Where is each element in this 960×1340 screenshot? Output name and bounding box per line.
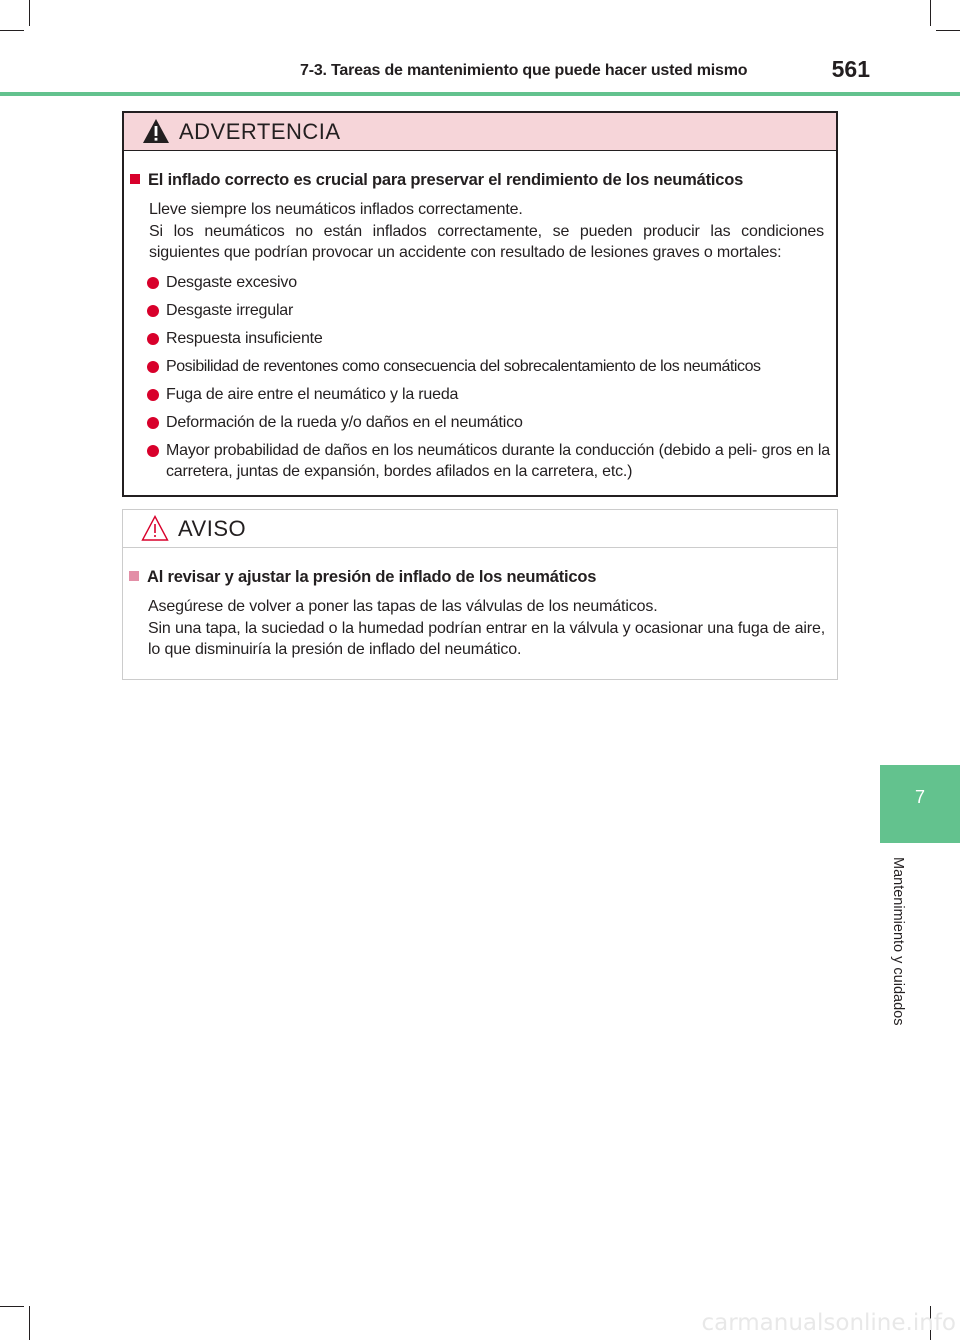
warning-header [124, 113, 836, 151]
square-bullet-icon [129, 571, 139, 581]
running-header: 7-3. Tareas de mantenimiento que puede hacer usted mismo [300, 62, 748, 79]
warning-intro [149, 199, 824, 264]
warning-section-title-text: El inflado correcto es crucial para preservar el rendimiento de los neumáticos [148, 171, 744, 189]
list-item-text: Deformación de la rueda y/o daños en el neumático [166, 413, 523, 431]
crop-mark [0, 30, 24, 31]
warning-intro-line: Si los neumáticos no están inflados correctamente, se pueden producir las condiciones siguientes que podrían provocar un accidente con resultado de lesiones graves o mortales: [149, 222, 824, 261]
chapter-title: Mantenimiento y cuidados [890, 857, 906, 1026]
warning-list [130, 272, 836, 483]
notice-body [123, 548, 837, 661]
watermark [701, 1308, 960, 1340]
list-item-text: Respuesta insuficiente [166, 329, 323, 347]
notice-section-title-text: Al revisar y ajustar la presión de inflado de los neumáticos [147, 568, 597, 586]
square-bullet-icon [130, 174, 140, 184]
warning-box [122, 111, 838, 497]
watermark-text: carmanualsonline.info [701, 1310, 956, 1336]
bullet-dot-icon [147, 445, 159, 457]
list-item [130, 272, 836, 294]
warning-section-title [130, 169, 836, 191]
crop-mark [0, 1306, 24, 1307]
warning-label: ADVERTENCIA [179, 119, 341, 144]
list-item-text: Posibilidad de reventones como consecuencia del sobrecalentamiento de los neumáticos [166, 357, 761, 375]
notice-paragraph: Sin una tapa, la suciedad o la humedad podrían entrar en la válvula y ocasionar una fuga de aire, lo que disminuiría la presión de inflado del neumático. [148, 619, 825, 658]
bullet-dot-icon [147, 417, 159, 429]
notice-label: AVISO [178, 516, 247, 541]
list-item [130, 300, 836, 322]
notice-box [122, 509, 838, 680]
list-item-text: Desgaste excesivo [166, 273, 297, 291]
notice-header [123, 510, 837, 548]
warning-triangle-icon [142, 118, 170, 144]
crop-mark [930, 0, 931, 26]
crop-mark [29, 1306, 30, 1340]
bullet-dot-icon [147, 389, 159, 401]
chapter-side-label [880, 857, 920, 1057]
crop-mark [936, 30, 960, 31]
header-rule [0, 92, 960, 96]
bullet-dot-icon [147, 277, 159, 289]
warning-body [124, 151, 836, 483]
page-number: 561 [831, 56, 870, 82]
list-item [130, 356, 836, 378]
crop-mark [29, 0, 30, 26]
list-item-text: Fuga de aire entre el neumático y la rueda [166, 385, 459, 403]
chapter-number: 7 [914, 787, 925, 807]
bullet-dot-icon [147, 361, 159, 373]
list-item-text: Desgaste irregular [166, 301, 294, 319]
bullet-dot-icon [147, 305, 159, 317]
bullet-dot-icon [147, 333, 159, 345]
warning-intro-line: Lleve siempre los neumáticos inflados correctamente. [149, 201, 523, 218]
list-item [130, 384, 836, 406]
notice-section-title [129, 566, 837, 588]
notice-paragraph: Asegúrese de volver a poner las tapas de las válvulas de los neumáticos. [148, 598, 658, 615]
list-item-text: Mayor probabilidad de daños en los neumáticos durante la conducción (debido a peli- gros en la carretera, juntas de expansión, bordes afilados en la carretera, etc.) [166, 441, 830, 480]
caution-triangle-icon [141, 515, 169, 541]
list-item [130, 412, 836, 434]
notice-text [148, 596, 825, 661]
list-item [130, 440, 836, 483]
chapter-tab [880, 765, 960, 843]
list-item [130, 328, 836, 350]
